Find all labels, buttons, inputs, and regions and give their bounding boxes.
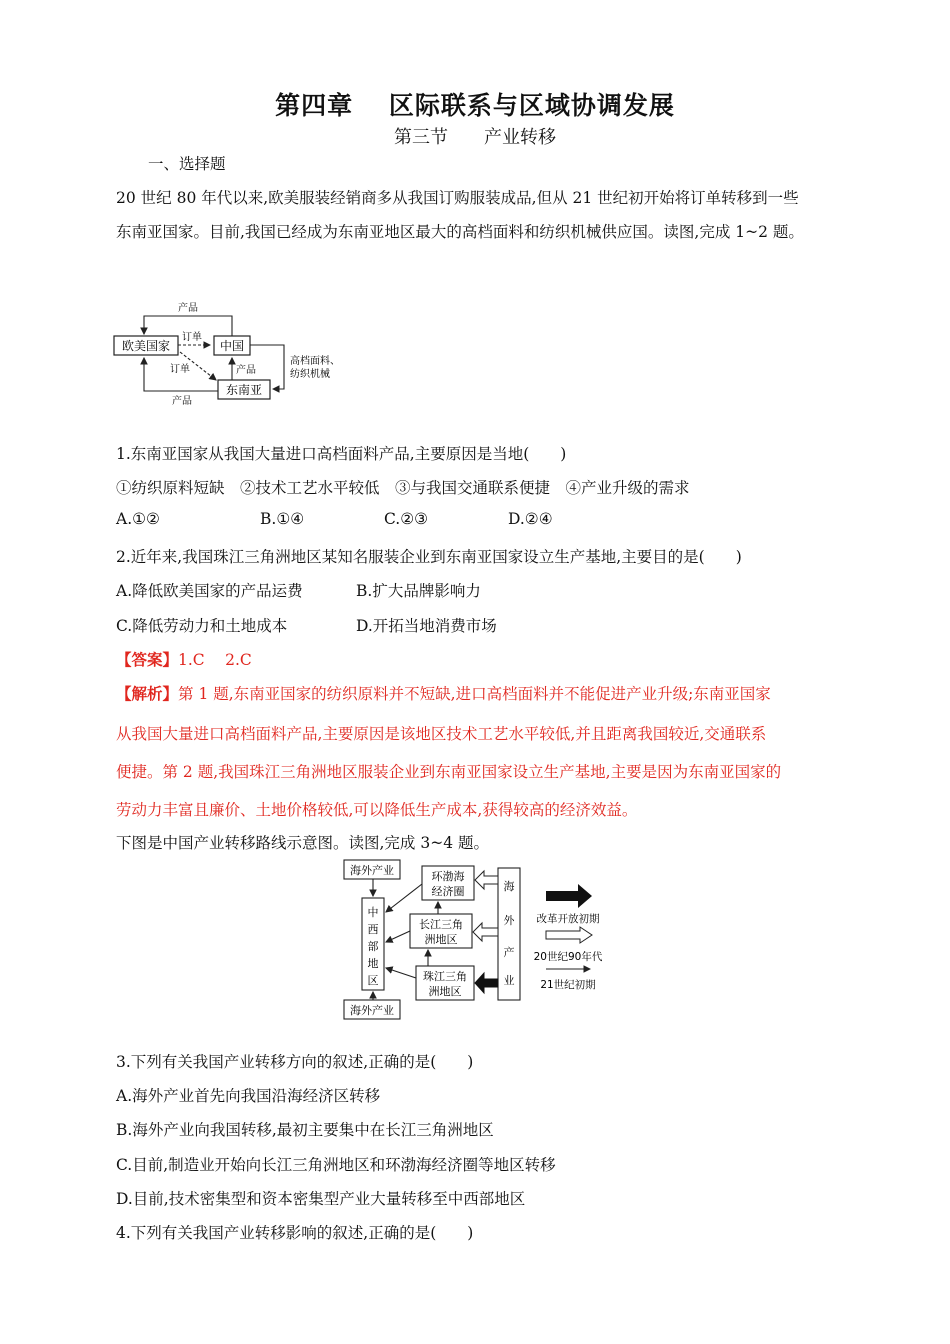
question-3-option-d[interactable]: D.目前,技术密集型和资本密集型产业大量转移至中西部地区 — [116, 1190, 526, 1208]
legend-label-reform: 改革开放初期 — [536, 913, 600, 925]
industry-transfer-diagram — [338, 856, 628, 1024]
yangtze-label: 洲地区 — [424, 933, 458, 946]
question-1-option-b[interactable]: B.①④ — [260, 510, 305, 528]
label-order-bottom: 订单 — [170, 364, 190, 375]
label-product-top: 产品 — [178, 303, 198, 314]
overseas-top-label: 海外产业 — [350, 864, 394, 877]
label-fabric-line2: 纺织机械 — [290, 369, 330, 380]
analysis-line: 从我国大量进口高档面料产品,主要原因是该地区技术工艺水平较低,并且距离我国较近,交通联系 — [116, 725, 767, 743]
arrow-pearl-to-central — [386, 968, 416, 978]
answer-text: 1.C 2.C — [178, 651, 252, 669]
legend-arrow-1990s — [546, 927, 592, 943]
question-1-items: ①纺织原料短缺 ②技术工艺水平较低 ③与我国交通联系便捷 ④产业升级的需求 — [116, 479, 690, 497]
question-1-stem: 1.东南亚国家从我国大量进口高档面料产品,主要原因是当地( ) — [116, 445, 567, 463]
overseas-bottom-label: 海外产业 — [350, 1004, 394, 1017]
legend-label-2000s: 21世纪初期 — [540, 979, 596, 991]
overseas-right-char: 产 — [503, 946, 515, 959]
pearl-label: 洲地区 — [428, 985, 462, 998]
question-1-option-a[interactable]: A.①② — [116, 510, 160, 528]
question-1-option-c[interactable]: C.②③ — [384, 510, 429, 528]
question-type-heading: 一、选择题 — [148, 155, 226, 173]
central-west-char: 西 — [367, 923, 379, 936]
question-2-option-d[interactable]: D.开拓当地消费市场 — [356, 617, 497, 635]
arrow-overseas-to-bohai — [475, 871, 498, 889]
question-4-stem: 4.下列有关我国产业转移影响的叙述,正确的是( ) — [116, 1224, 474, 1242]
pearl-label: 珠江三角 — [423, 970, 467, 983]
question-2-stem: 2.近年来,我国珠江三角洲地区某知名服装企业到东南亚国家设立生产基地,主要目的是( ) — [116, 548, 742, 566]
legend-label-1990s: 20世纪90年代 — [533, 951, 603, 963]
answer-tag: 【答案】 — [116, 650, 179, 669]
question-3-stem: 3.下列有关我国产业转移方向的叙述,正确的是( ) — [116, 1053, 474, 1071]
intro-paragraph-line: 东南亚国家。目前,我国已经成为东南亚地区最大的高档面料和纺织机械供应国。读图,完成 1~2 题。 — [116, 223, 804, 241]
yangtze-label: 长江三角 — [419, 918, 463, 931]
analysis-line: 劳动力丰富且廉价、土地价格较低,可以降低生产成本,获得较高的经济效益。 — [116, 801, 638, 819]
arrow-bohai-to-central — [386, 884, 422, 912]
trade-flow-diagram — [106, 296, 366, 408]
arrow-overseas-to-pearl — [475, 973, 498, 993]
bohai-label: 经济圈 — [431, 885, 465, 898]
overseas-right-char: 外 — [503, 914, 515, 927]
label-product-bottom: 产品 — [172, 396, 192, 407]
central-west-char: 地 — [367, 957, 379, 970]
intro-paragraph-line: 20 世纪 80 年代以来,欧美服装经销商多从我国订购服装成品,但从 21 世纪初开始将订单转移到一些 — [116, 189, 799, 207]
question-1-option-d[interactable]: D.②④ — [508, 510, 553, 528]
legend-arrow-reform — [546, 884, 592, 908]
box-west-label: 欧美国家 — [121, 339, 171, 353]
box-china-label: 中国 — [219, 339, 245, 353]
analysis-line — [116, 682, 771, 704]
intro-2: 下图是中国产业转移路线示意图。读图,完成 3~4 题。 — [116, 834, 489, 852]
arrow-yangtze-to-central — [386, 931, 410, 942]
section-title: 第三节 产业转移 — [394, 127, 556, 148]
arrow-overseas-to-yangtze — [473, 923, 498, 941]
label-order-top: 订单 — [182, 332, 202, 343]
question-3-option-a[interactable]: A.海外产业首先向我国沿海经济区转移 — [116, 1087, 381, 1105]
question-2-option-c[interactable]: C.降低劳动力和土地成本 — [116, 617, 288, 635]
chapter-title: 第四章 区际联系与区域协调发展 — [275, 91, 675, 120]
label-product-mid: 产品 — [236, 365, 256, 376]
central-west-char: 中 — [367, 906, 379, 919]
central-west-char: 区 — [367, 974, 379, 987]
analysis-line: 便捷。第 2 题,我国珠江三角洲地区服装企业到东南亚国家设立生产基地,主要是因为东南亚国家的 — [116, 763, 782, 781]
overseas-right-char: 业 — [503, 974, 515, 987]
analysis-tag: 【解析】 — [116, 684, 179, 703]
question-3-option-c[interactable]: C.目前,制造业开始向长江三角洲地区和环渤海经济圈等地区转移 — [116, 1156, 556, 1174]
overseas-right-char: 海 — [503, 880, 515, 893]
question-2-option-a[interactable]: A.降低欧美国家的产品运费 — [116, 582, 303, 600]
question-3-option-b[interactable]: B.海外产业向我国转移,最初主要集中在长江三角洲地区 — [116, 1121, 494, 1139]
label-fabric-line1: 高档面料、 — [290, 356, 340, 367]
central-west-char: 部 — [367, 940, 379, 953]
box-sea-label: 东南亚 — [225, 383, 263, 397]
analysis-text: 第 1 题,东南亚国家的纺织原料并不短缺,进口高档面料并不能促进产业升级;东南亚国家 — [178, 685, 771, 703]
answer-line — [116, 648, 252, 670]
bohai-label: 环渤海 — [431, 870, 465, 883]
question-2-option-b[interactable]: B.扩大品牌影响力 — [356, 582, 481, 600]
